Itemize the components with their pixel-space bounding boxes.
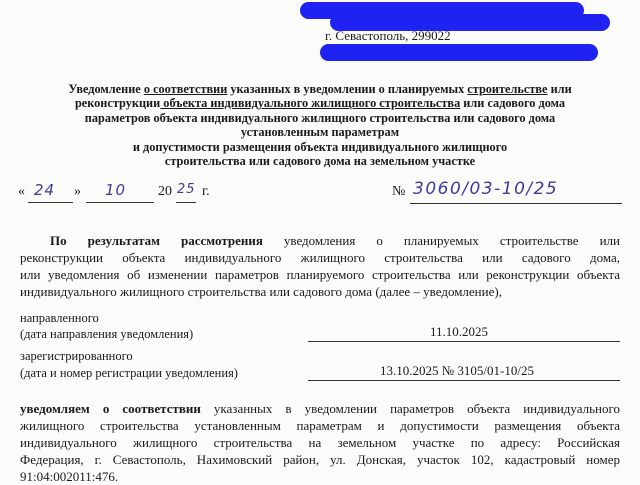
registered-label: зарегистрированного [20,349,133,363]
document-title [20,82,620,168]
conclusion-line [20,400,620,417]
month-underline [86,202,154,203]
conclusion-line: индивидуального жилищного строительства на земельном участке по адресу: Российская [20,435,620,450]
title-fragment: Уведомление [68,82,144,96]
title-fragment: объекта индивидуального жилищного строительства [160,96,461,111]
sent-caption: (дата направления уведомления) [20,327,194,341]
title-fragment: или садового дома [460,96,566,111]
title-fragment: установленным параметрам [240,125,400,140]
intro-line [20,232,620,249]
open-quote: « [18,184,25,199]
handwritten-year: 25 [177,182,196,197]
title-line [20,140,620,154]
intro-line: индивидуального жилищного строительства или садового дома (далее – уведомление), [20,284,502,299]
title-line [20,82,620,96]
number-underline [410,203,622,204]
day-underline [28,202,73,203]
date-line [18,184,25,200]
conclusion-line-rest: указанных в уведомлении параметров объекта индивидуального [200,401,620,416]
year-prefix: 20 [158,184,172,199]
title-fragment: или [547,82,572,96]
intro-line-rest: уведомления о планируемых строительстве или [262,233,620,248]
title-line [20,96,620,110]
title-fragment: указанных в уведомлении о планируемых [227,82,468,96]
intro-line: или уведомления об изменении параметров планируемого строительства или реконструкции объекта [20,267,620,282]
registered-caption: (дата и номер регистрации уведомления) [20,366,238,380]
handwritten-day: 24 [34,181,56,199]
registered-underline [308,380,620,381]
redacted-bar-bottom [320,44,598,61]
title-line [20,154,620,168]
title-fragment: реконструкции [74,96,161,111]
title-fragment: параметров объекта индивидуального жилищного строительства или садового дома [84,110,556,125]
intro-paragraph [20,232,620,300]
conclusion-line: 91:04:002011:476. [20,469,119,484]
conclusion-bold-lead: уведомляем о соответствии [20,401,201,416]
intro-bold-lead: По результатам рассмотрения [50,233,263,248]
title-fragment: строительства или садового дома на земельном участке [164,154,476,169]
handwritten-number: 3060/03-10/25 [413,179,559,199]
conclusion-line: Федерация, г. Севастополь, Нахимовский район, ул. Донская, участок 102, кадастровый номер [20,452,620,467]
sender-address: г. Севастополь, 299022 [325,28,451,43]
sent-date-value: 11.10.2025 [430,324,489,339]
year-suffix-label: г. [202,184,210,199]
handwritten-month: 10 [105,181,127,199]
title-line [20,111,620,125]
title-fragment: строительстве [467,82,548,96]
sent-label: направленного [20,311,99,325]
conclusion-paragraph [20,400,620,485]
title-fragment: и допустимости размещения объекта индивидуального жилищного [132,139,508,154]
year-underline [176,202,196,203]
number-sign: № [392,184,406,199]
title-fragment: о соответствии [143,82,228,96]
close-quote: » [74,184,81,199]
conclusion-line: жилищного строительства установленным параметрам и допустимости размещения объекта [20,418,620,433]
registration-value: 13.10.2025 № 3105/01-10/25 [380,363,534,378]
sent-underline [308,341,620,342]
intro-line: реконструкции объекта индивидуального жилищного строительства или садового дома, [20,250,620,265]
title-line [20,125,620,139]
